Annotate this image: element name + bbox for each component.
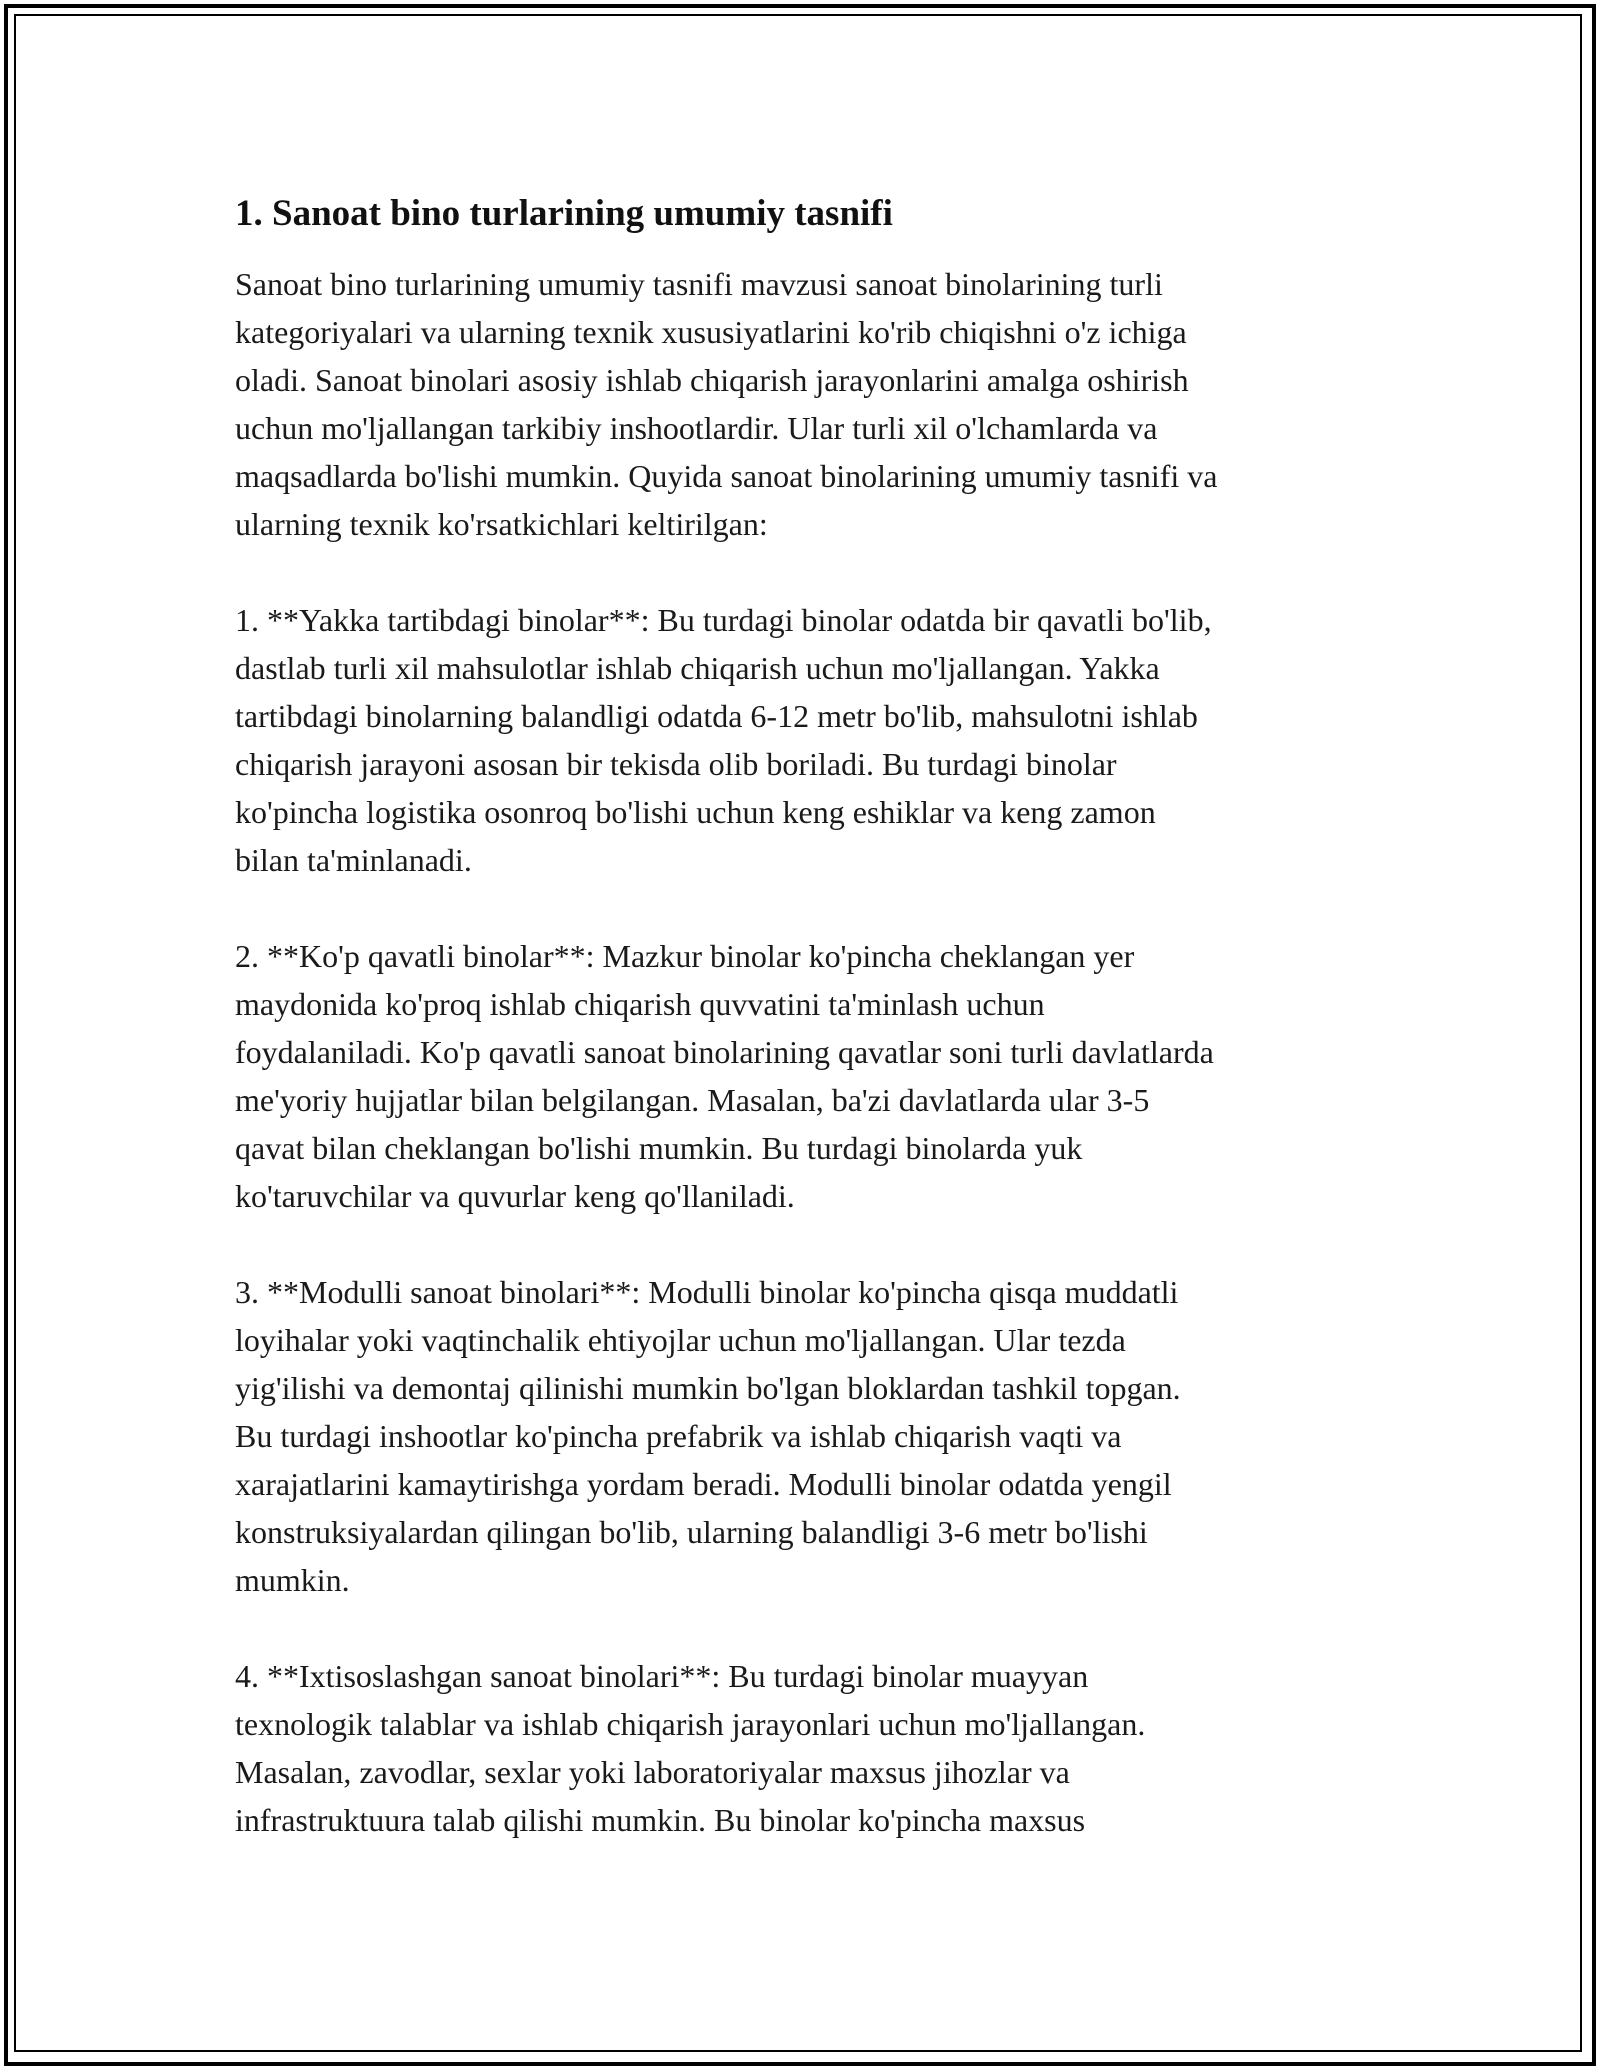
list-item-paragraph-3: 3. **Modulli sanoat binolari**: Modulli binolar ko'pincha qisqa muddatli loyihalar yoki vaqtinchalik ehtiyojlar uchun mo'ljallangan. Ular tezda yig'ilishi va demontaj qilinishi mumkin bo'lgan bloklardan tashkil topgan. Bu turdagi inshootlar ko'pincha prefabrik va ishlab chiqarish vaqti va xarajatlarini kamaytirishga yordam beradi. Modulli binolar odatda yengil konstruksiyalardan qilingan bo'lib, ularning balandligi 3-6 metr bo'lishi mumkin. (235, 1274, 1181, 1598)
intro-paragraph: Sanoat bino turlarining umumiy tasnifi mavzusi sanoat binolarining turli kategoriyalari va ularning texnik xususiyatlarini ko'rib chiqishni o'z ichiga oladi. Sanoat binolari asosiy ishlab chiqarish jarayonlarini amalga oshirish uchun mo'ljallangan tarkibiy inshootlardir. Ular turli xil o'lchamlarda va maqsadlarda bo'lishi mumkin. Quyida sanoat binolarining umumiy tasnifi va ularning texnik ko'rsatkichlari keltirilgan: (235, 266, 1218, 542)
section-heading: 1. Sanoat bino turlarining umumiy tasnifi (235, 193, 893, 234)
document-body (235, 188, 1375, 1892)
list-item-paragraph-2: 2. **Ko'p qavatli binolar**: Mazkur binolar ko'pincha cheklangan yer maydonida ko'proq ishlab chiqarish quvvatini ta'minlash uchun foydalaniladi. Ko'p qavatli sanoat binolarining qavatlar soni turli davlatlarda me'yoriy hujjatlar bilan belgilangan. Masalan, ba'zi davlatlarda ular 3-5 qavat bilan cheklangan bo'lishi mumkin. Bu turdagi binolarda yuk ko'taruvchilar va quvurlar keng qo'llaniladi. (235, 938, 1214, 1214)
list-item-paragraph-1: 1. **Yakka tartibdagi binolar**: Bu turdagi binolar odatda bir qavatli bo'lib, dastlab turli xil mahsulotlar ishlab chiqarish uchun mo'ljallangan. Yakka tartibdagi binolarning balandligi odatda 6-12 metr bo'lib, mahsulotni ishlab chiqarish jarayoni asosan bir tekisda olib boriladi. Bu turdagi binolar ko'pincha logistika osonroq bo'lishi uchun keng eshiklar va keng zamon bilan ta'minlanadi. (235, 602, 1212, 878)
list-item-paragraph-4: 4. **Ixtisoslashgan sanoat binolari**: Bu turdagi binolar muayyan texnologik talablar va ishlab chiqarish jarayonlari uchun mo'ljallangan. Masalan, zavodlar, sexlar yoki laboratoriyalar maxsus jihozlar va infrastruktuura talab qilishi mumkin. Bu binolar ko'pincha maxsus (235, 1658, 1146, 1838)
